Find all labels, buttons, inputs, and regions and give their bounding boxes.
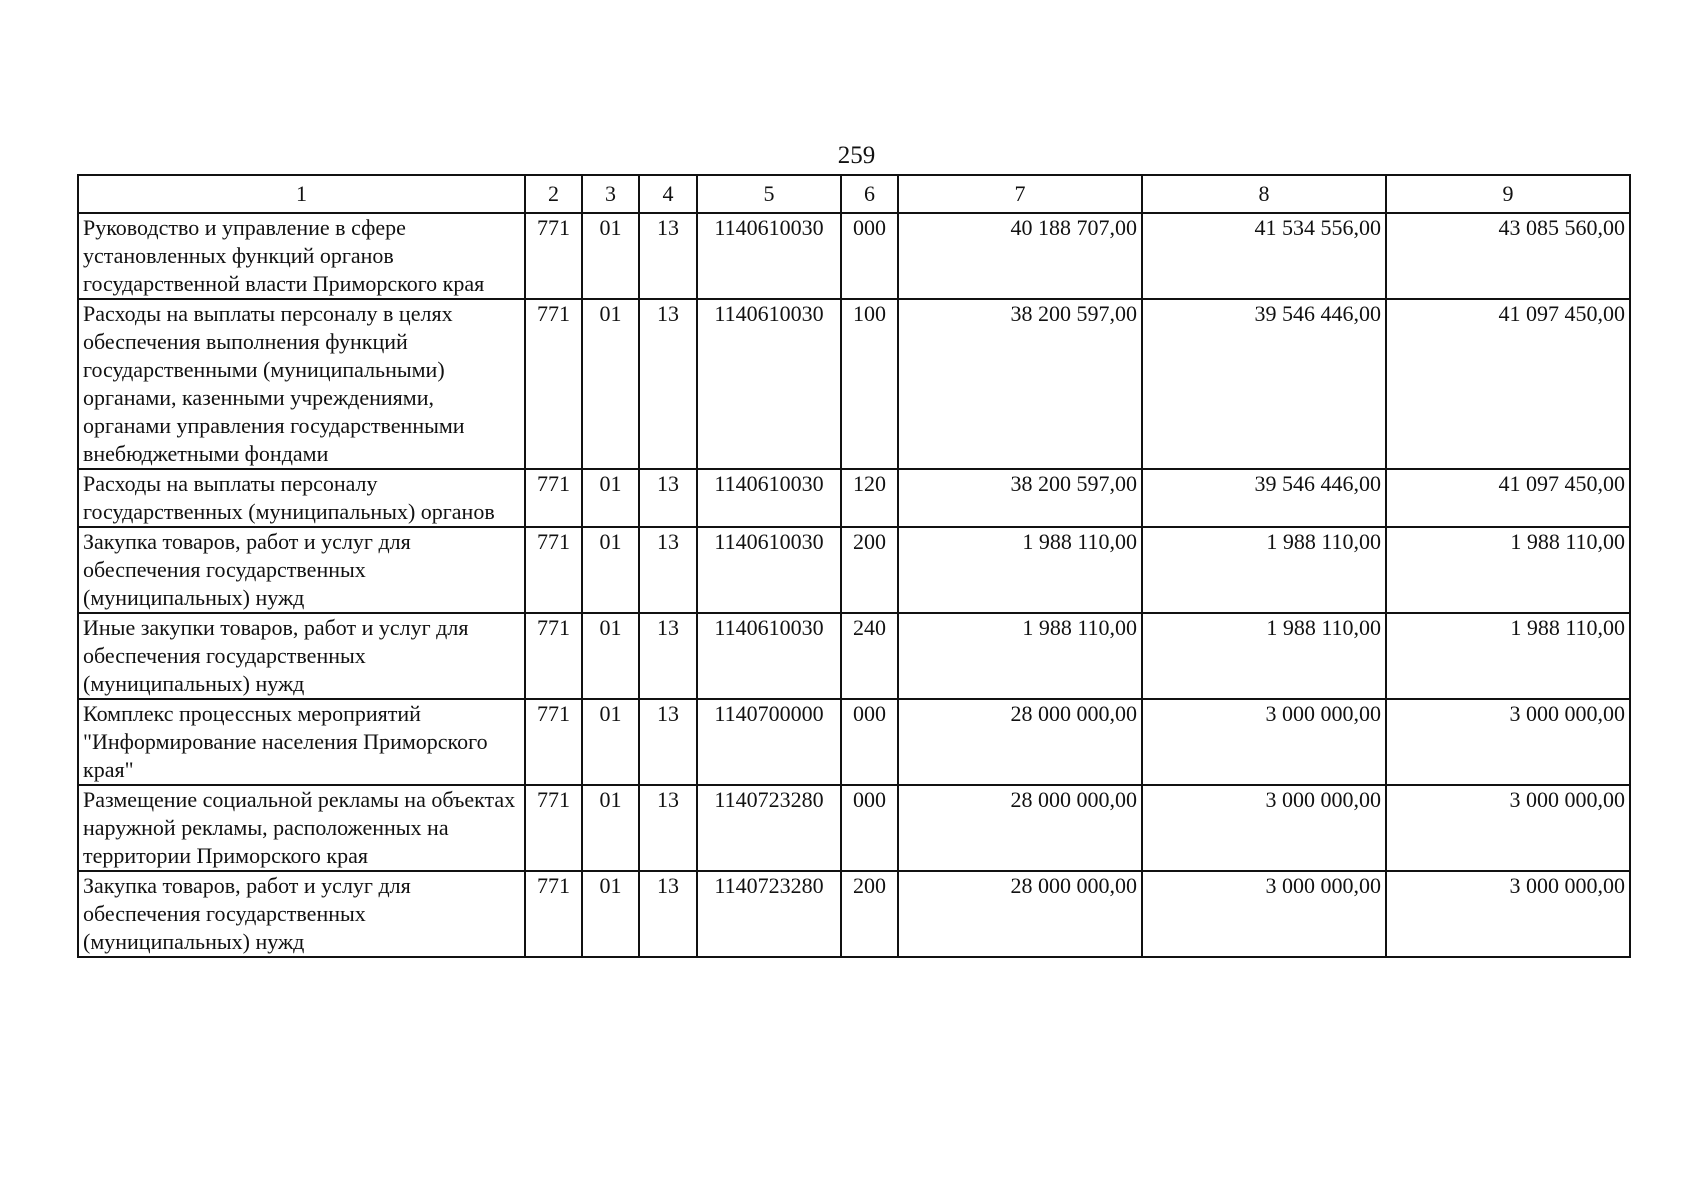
amount-col-7: 1 988 110,00 (898, 613, 1142, 699)
amount-col-9: 1 988 110,00 (1386, 527, 1630, 613)
target-article-code: 1140723280 (697, 871, 841, 957)
column-header-7: 7 (898, 175, 1142, 213)
target-article-code: 1140700000 (697, 699, 841, 785)
header-row (78, 175, 1630, 213)
target-article-code: 1140723280 (697, 785, 841, 871)
subsection-code: 13 (639, 613, 697, 699)
section-code: 01 (582, 613, 639, 699)
expense-name: Закупка товаров, работ и услуг для обеспечения государственных (муниципальных) нужд (78, 527, 525, 613)
ministry-code: 771 (525, 613, 582, 699)
subsection-code: 13 (639, 527, 697, 613)
amount-col-7: 40 188 707,00 (898, 213, 1142, 299)
column-header-2: 2 (525, 175, 582, 213)
expense-type-code: 200 (841, 871, 898, 957)
amount-col-7: 28 000 000,00 (898, 785, 1142, 871)
column-header-4: 4 (639, 175, 697, 213)
expense-type-code: 240 (841, 613, 898, 699)
table-row (78, 299, 1630, 469)
table-row (78, 527, 1630, 613)
target-article-code: 1140610030 (697, 527, 841, 613)
expense-name: Иные закупки товаров, работ и услуг для обеспечения государственных (муниципальных) нужд (78, 613, 525, 699)
amount-col-9: 3 000 000,00 (1386, 785, 1630, 871)
ministry-code: 771 (525, 213, 582, 299)
section-code: 01 (582, 527, 639, 613)
expense-name: Закупка товаров, работ и услуг для обеспечения государственных (муниципальных) нужд (78, 871, 525, 957)
ministry-code: 771 (525, 785, 582, 871)
amount-col-7: 38 200 597,00 (898, 469, 1142, 527)
expense-type-code: 100 (841, 299, 898, 469)
amount-col-9: 41 097 450,00 (1386, 469, 1630, 527)
ministry-code: 771 (525, 871, 582, 957)
target-article-code: 1140610030 (697, 213, 841, 299)
amount-col-9: 3 000 000,00 (1386, 699, 1630, 785)
page-number: 259 (837, 142, 876, 169)
amount-col-9: 1 988 110,00 (1386, 613, 1630, 699)
subsection-code: 13 (639, 699, 697, 785)
amount-col-7: 28 000 000,00 (898, 871, 1142, 957)
expense-name: Расходы на выплаты персоналу государственных (муниципальных) органов (78, 469, 525, 527)
amount-col-8: 3 000 000,00 (1142, 699, 1386, 785)
amount-col-9: 3 000 000,00 (1386, 871, 1630, 957)
budget-table (77, 174, 1631, 958)
expense-type-code: 120 (841, 469, 898, 527)
section-code: 01 (582, 785, 639, 871)
subsection-code: 13 (639, 299, 697, 469)
amount-col-7: 1 988 110,00 (898, 527, 1142, 613)
section-code: 01 (582, 871, 639, 957)
amount-col-7: 38 200 597,00 (898, 299, 1142, 469)
column-header-3: 3 (582, 175, 639, 213)
target-article-code: 1140610030 (697, 469, 841, 527)
ministry-code: 771 (525, 299, 582, 469)
amount-col-8: 39 546 446,00 (1142, 469, 1386, 527)
amount-col-8: 3 000 000,00 (1142, 785, 1386, 871)
amount-col-9: 41 097 450,00 (1386, 299, 1630, 469)
table-row (78, 785, 1630, 871)
expense-type-code: 000 (841, 213, 898, 299)
expense-type-code: 000 (841, 785, 898, 871)
section-code: 01 (582, 699, 639, 785)
table-row (78, 469, 1630, 527)
ministry-code: 771 (525, 699, 582, 785)
expense-name: Комплекс процессных мероприятий "Информирование населения Приморского края" (78, 699, 525, 785)
amount-col-8: 3 000 000,00 (1142, 871, 1386, 957)
subsection-code: 13 (639, 213, 697, 299)
target-article-code: 1140610030 (697, 613, 841, 699)
table-row (78, 613, 1630, 699)
subsection-code: 13 (639, 469, 697, 527)
column-header-9: 9 (1386, 175, 1630, 213)
column-header-8: 8 (1142, 175, 1386, 213)
ministry-code: 771 (525, 469, 582, 527)
amount-col-8: 39 546 446,00 (1142, 299, 1386, 469)
amount-col-8: 1 988 110,00 (1142, 527, 1386, 613)
table-row (78, 213, 1630, 299)
amount-col-9: 43 085 560,00 (1386, 213, 1630, 299)
table-row (78, 871, 1630, 957)
expense-name: Размещение социальной рекламы на объектах наружной рекламы, расположенных на территории Приморского края (78, 785, 525, 871)
section-code: 01 (582, 213, 639, 299)
column-header-5: 5 (697, 175, 841, 213)
ministry-code: 771 (525, 527, 582, 613)
expense-name: Расходы на выплаты персоналу в целях обеспечения выполнения функций государственными (муниципальными) органами, казенными учреждениями, органами управления государственными внебюджетными фондами (78, 299, 525, 469)
section-code: 01 (582, 469, 639, 527)
expense-type-code: 200 (841, 527, 898, 613)
expense-type-code: 000 (841, 699, 898, 785)
amount-col-8: 41 534 556,00 (1142, 213, 1386, 299)
amount-col-7: 28 000 000,00 (898, 699, 1142, 785)
section-code: 01 (582, 299, 639, 469)
amount-col-8: 1 988 110,00 (1142, 613, 1386, 699)
column-header-6: 6 (841, 175, 898, 213)
subsection-code: 13 (639, 871, 697, 957)
column-header-1: 1 (78, 175, 525, 213)
subsection-code: 13 (639, 785, 697, 871)
expense-name: Руководство и управление в сфере установленных функций органов государственной власти Приморского края (78, 213, 525, 299)
table-row (78, 699, 1630, 785)
target-article-code: 1140610030 (697, 299, 841, 469)
